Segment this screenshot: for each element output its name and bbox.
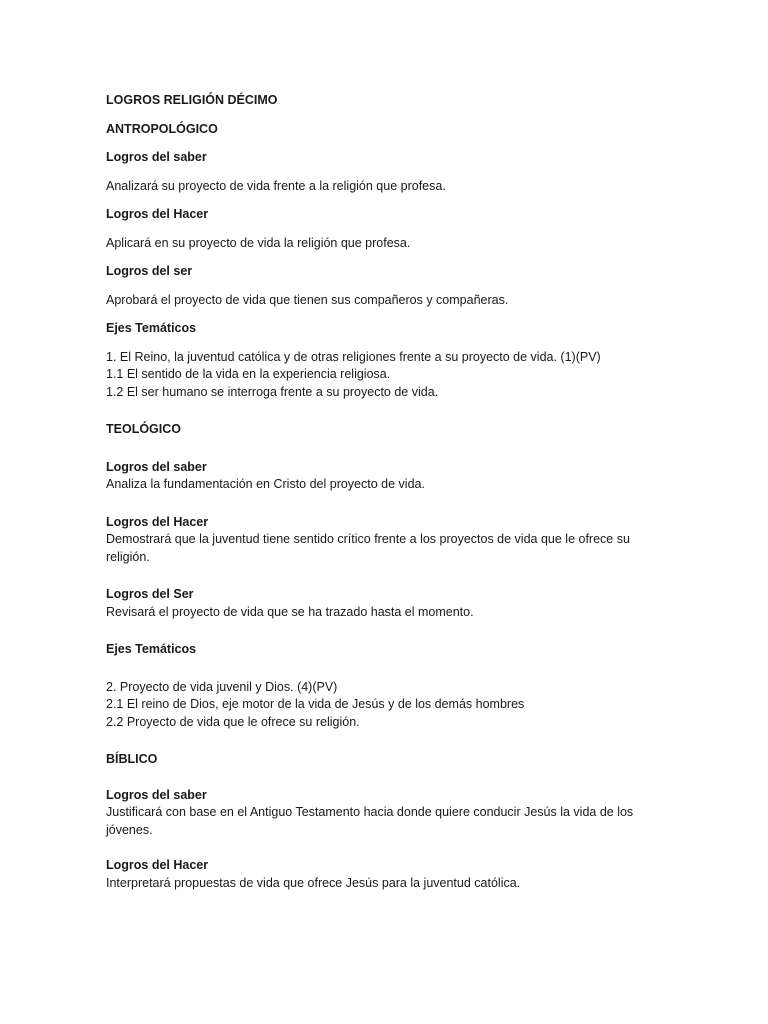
list-item: 2.2 Proyecto de vida que le ofrece su religión. — [106, 714, 360, 729]
antropologico-ejes-label: Ejes Temáticos — [106, 321, 197, 335]
teologico-ser-label: Logros del Ser — [106, 587, 194, 601]
antropologico-ejes-list — [106, 349, 658, 402]
list-item: 2.1 El reino de Dios, eje motor de la vida de Jesús y de los demás hombres — [106, 697, 525, 711]
biblico-saber-label: Logros del saber — [106, 787, 207, 802]
biblico-hacer-label: Logros del Hacer — [106, 858, 209, 872]
section-heading-biblico: BÍBLICO — [106, 752, 158, 766]
teologico-hacer-label: Logros del Hacer — [106, 514, 209, 529]
list-item: 2. Proyecto de vida juvenil y Dios. (4)(PV) — [106, 679, 338, 694]
teologico-saber-text: Analiza la fundamentación en Cristo del proyecto de vida. — [106, 477, 425, 491]
teologico-ejes-list — [106, 679, 658, 732]
biblico-saber-block — [106, 787, 658, 840]
teologico-hacer-text: Demostrará que la juventud tiene sentido crítico frente a los proyectos de vida que le ofrece su religión. — [106, 532, 630, 564]
section-heading-teologico: TEOLÓGICO — [106, 422, 181, 436]
list-item: 1.1 El sentido de la vida en la experiencia religiosa. — [106, 367, 391, 381]
section-heading-antropologico: ANTROPOLÓGICO — [106, 121, 218, 136]
antropologico-hacer-text: Aplicará en su proyecto de vida la religión que profesa. — [106, 235, 411, 250]
antropologico-ser-text: Aprobará el proyecto de vida que tienen sus compañeros y compañeras. — [106, 292, 509, 307]
teologico-saber-block — [106, 459, 658, 494]
document-title: LOGROS RELIGIÓN DÉCIMO — [106, 93, 278, 107]
teologico-saber-label: Logros del saber — [106, 459, 207, 474]
biblico-hacer-block — [106, 857, 658, 892]
antropologico-hacer-label: Logros del Hacer — [106, 207, 209, 221]
teologico-ser-block — [106, 586, 658, 621]
teologico-ser-text: Revisará el proyecto de vida que se ha trazado hasta el momento. — [106, 604, 474, 619]
teologico-hacer-block — [106, 514, 658, 567]
biblico-hacer-text: Interpretará propuestas de vida que ofrece Jesús para la juventud católica. — [106, 875, 521, 890]
biblico-saber-text: Justificará con base en el Antiguo Testamento hacia donde quiere conducir Jesús la vida de los jóvenes. — [106, 805, 634, 837]
antropologico-saber-text: Analizará su proyecto de vida frente a la religión que profesa. — [106, 178, 446, 193]
antropologico-saber-label: Logros del saber — [106, 150, 207, 164]
list-item: 1.2 El ser humano se interroga frente a su proyecto de vida. — [106, 384, 439, 399]
antropologico-ser-label: Logros del ser — [106, 264, 193, 278]
list-item: 1. El Reino, la juventud católica y de otras religiones frente a su proyecto de vida. (1)(PV) — [106, 349, 601, 364]
teologico-ejes-label: Ejes Temáticos — [106, 642, 197, 656]
